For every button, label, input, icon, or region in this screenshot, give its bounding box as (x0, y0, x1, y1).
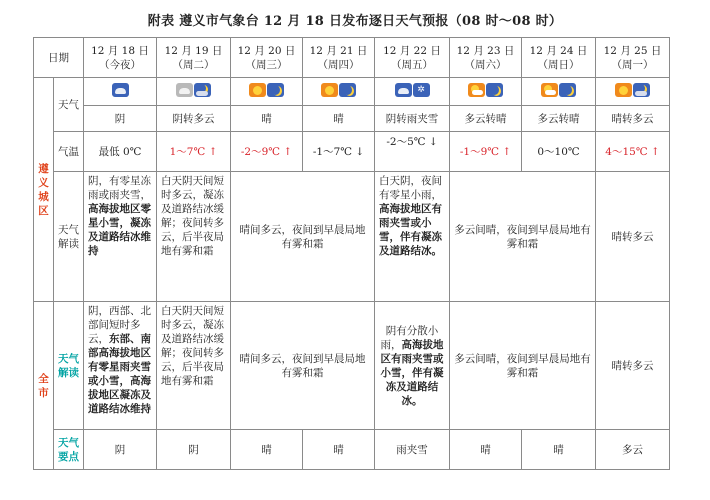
day-sub: （周四） (317, 58, 360, 71)
city-weather-row (34, 106, 670, 132)
icon-cell (522, 78, 596, 106)
clear-night-icon (486, 83, 503, 97)
region-label-all: 全 市 (34, 302, 54, 470)
day-date: 12 月 25 日 (603, 44, 662, 57)
icon-cell (375, 78, 450, 106)
point-text: 晴 (450, 430, 522, 470)
day-header (596, 38, 670, 78)
point-text: 阴 (157, 430, 231, 470)
cloudy-icon (395, 83, 412, 97)
temp-value: -2～5℃ ↓ (375, 132, 450, 172)
cloudy-icon (112, 83, 129, 97)
explain-label: 天气 解读 (54, 172, 84, 302)
explain-text: 多云间晴，夜间到早晨局地有雾和霜 (450, 172, 596, 302)
day-date: 12 月 20 日 (237, 44, 296, 57)
temp-value: -2～9℃ ↑ (231, 132, 303, 172)
point-text: 阴 (84, 430, 157, 470)
point-text: 晴 (303, 430, 375, 470)
temp-value: -1～9℃ ↑ (450, 132, 522, 172)
date-label: 日期 (34, 38, 84, 78)
day-header (231, 38, 303, 78)
overcast-icon (176, 83, 193, 97)
partly-cloudy-icon (468, 83, 485, 97)
sunny-icon (321, 83, 338, 97)
explain-text: 阴，有零星冻雨或雨夹雪，高海拔地区零星小雪，凝冻及道路结冰维持 (84, 172, 157, 302)
explain-text: 阴，西部、北部间短时多云，东部、南部高海拔地区有零星雨夹雪或小雪，高海拔地区凝冻及道路结冰维持 (84, 302, 157, 430)
sleet-icon (413, 83, 430, 97)
icon-cell (231, 78, 303, 106)
weather-text: 晴转多云 (596, 106, 670, 132)
clear-night-icon (267, 83, 284, 97)
temp-label: 气温 (54, 132, 84, 172)
all-points-row (34, 430, 670, 470)
day-header (84, 38, 157, 78)
explain-text: 晴间多云，夜间到早晨局地有雾和霜 (231, 302, 375, 430)
city-explain-row (34, 172, 670, 302)
day-header (375, 38, 450, 78)
explain-label: 天气 解读 (54, 302, 84, 430)
region-label-city: 遵 义 城 区 (34, 78, 54, 302)
point-text: 晴 (231, 430, 303, 470)
clear-night-icon (339, 83, 356, 97)
cloudy-night-icon (633, 83, 650, 97)
icon-cell (596, 78, 670, 106)
weather-text: 晴 (231, 106, 303, 132)
explain-text: 多云间晴，夜间到早晨局地有雾和霜 (450, 302, 596, 430)
header-row (34, 38, 670, 78)
day-sub: （周一） (611, 58, 654, 71)
temp-value: 0～10℃ (522, 132, 596, 172)
weather-text: 多云转晴 (522, 106, 596, 132)
explain-text: 晴间多云，夜间到早晨局地有雾和霜 (231, 172, 375, 302)
day-date: 12 月 23 日 (456, 44, 515, 57)
point-text: 多云 (596, 430, 670, 470)
day-date: 12 月 18 日 (91, 44, 149, 57)
explain-text: 白天阴天间短时多云，凝冻及道路结冰缓解；夜间转多云，后半夜局地有雾和霜 (157, 172, 231, 302)
weather-text: 晴 (303, 106, 375, 132)
icon-cell (84, 78, 157, 106)
day-sub: （周二） (172, 58, 215, 71)
explain-text: 阴有分散小雨，高海拔地区有雨夹雪或小雪，伴有凝冻及道路结冰。 (375, 302, 450, 430)
day-date: 12 月 21 日 (309, 44, 368, 57)
day-header (522, 38, 596, 78)
weather-text: 阴 (84, 106, 157, 132)
day-sub: （周六） (464, 58, 507, 71)
temp-value: 最低 0℃ (84, 132, 157, 172)
day-sub: （周五） (391, 58, 433, 71)
weather-text: 多云转晴 (450, 106, 522, 132)
sunny-icon (615, 83, 632, 97)
day-header (450, 38, 522, 78)
explain-text: 晴转多云 (596, 172, 670, 302)
temp-value: 4～15℃ ↑ (596, 132, 670, 172)
sunny-icon (249, 83, 266, 97)
partly-cloudy-icon (541, 83, 558, 97)
city-icon-row (34, 78, 670, 106)
point-text: 雨夹雪 (375, 430, 450, 470)
day-header (157, 38, 231, 78)
all-explain-row (34, 302, 670, 430)
day-sub: （周三） (245, 58, 288, 71)
day-sub: （周日） (537, 58, 580, 71)
city-temp-row (34, 132, 670, 172)
point-text: 晴 (522, 430, 596, 470)
day-header (303, 38, 375, 78)
points-label: 天气 要点 (54, 430, 84, 470)
icon-cell (450, 78, 522, 106)
icon-cell (157, 78, 231, 106)
weather-text: 阴转多云 (157, 106, 231, 132)
day-date: 12 月 24 日 (529, 44, 588, 57)
day-date: 12 月 22 日 (383, 44, 441, 57)
clear-night-icon (559, 83, 576, 97)
forecast-table (33, 37, 670, 470)
temp-value: 1～7℃ ↑ (157, 132, 231, 172)
explain-text: 白天阴天间短时多云，凝冻及道路结冰缓解；夜间转多云，后半夜局地有雾和霜 (157, 302, 231, 430)
weather-text: 阴转雨夹雪 (375, 106, 450, 132)
page-title: 附表 遵义市气象台 12 月 18 日发布逐日天气预报（08 时～08 时） (147, 14, 563, 29)
explain-text: 晴转多云 (596, 302, 670, 430)
temp-value: -1～7℃ ↓ (303, 132, 375, 172)
explain-text: 白天阴，夜间有零星小雨，高海拔地区有雨夹雪或小雪，伴有凝冻及道路结冰。 (375, 172, 450, 302)
cloudy-night-icon (194, 83, 211, 97)
weather-label: 天气 (54, 78, 84, 132)
icon-cell (303, 78, 375, 106)
day-sub: （今夜） (99, 58, 141, 71)
day-date: 12 月 19 日 (164, 44, 223, 57)
